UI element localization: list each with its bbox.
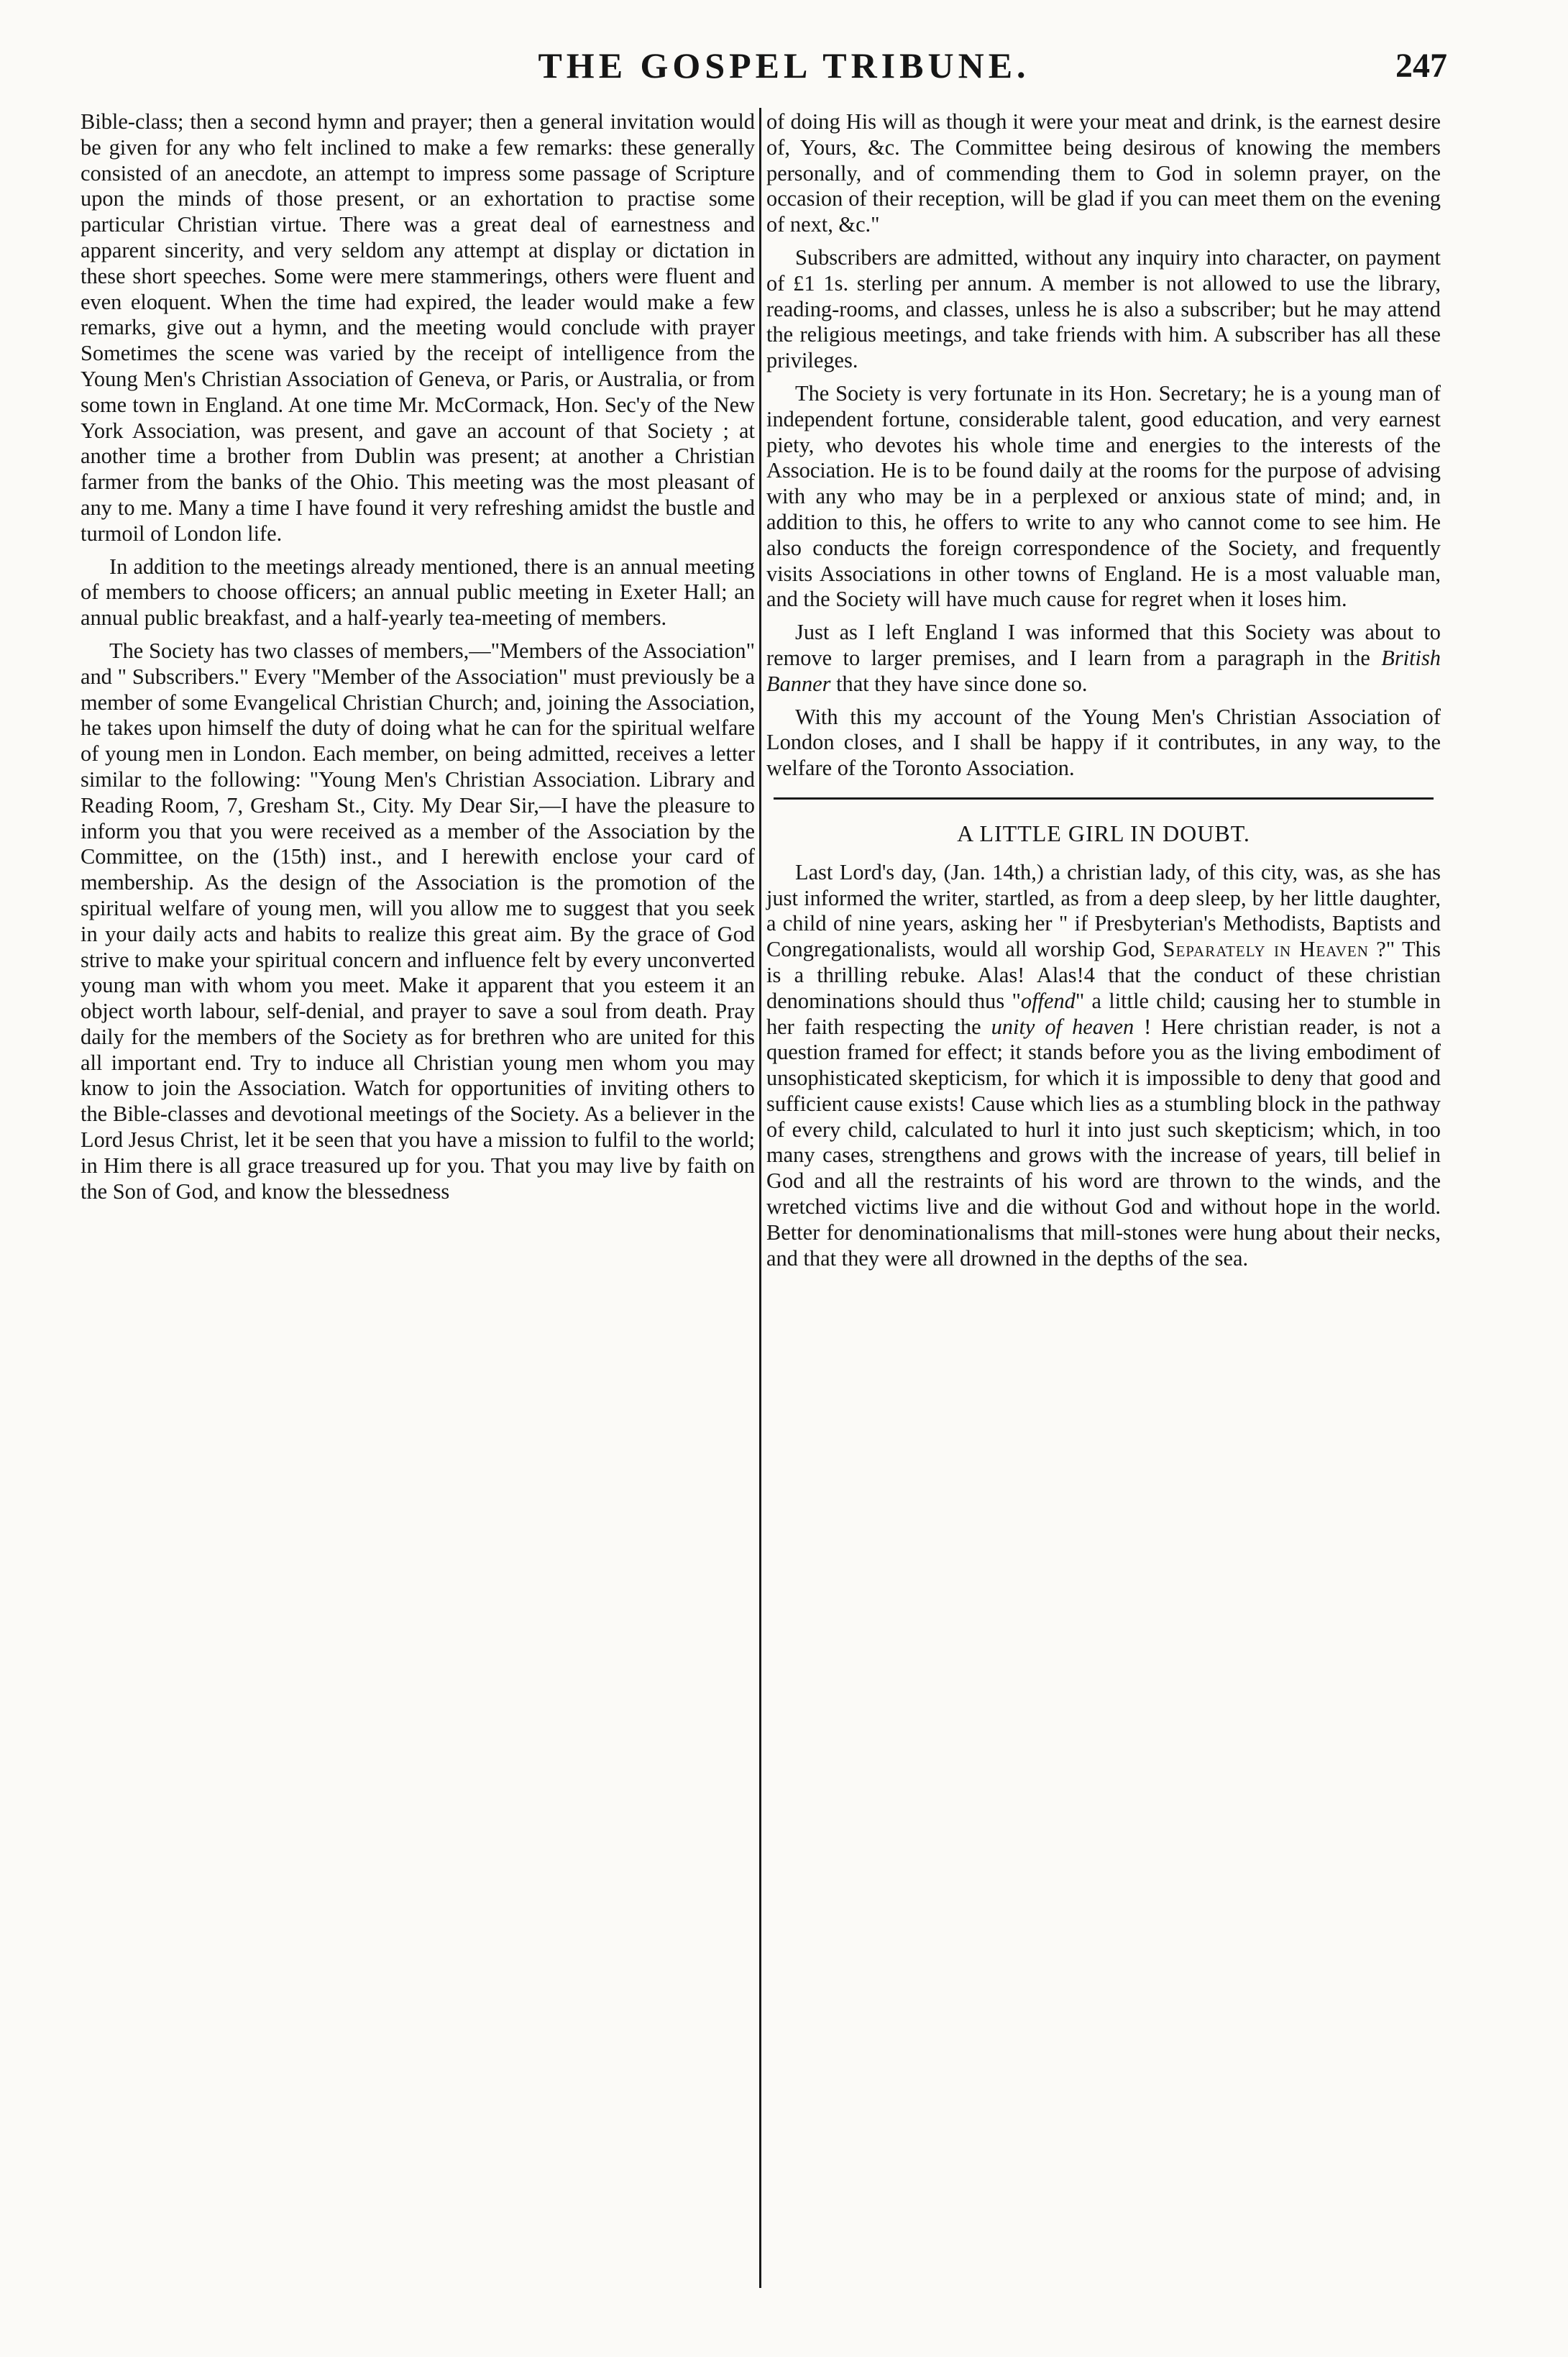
paragraph: Subscribers are admitted, without any inquiry into character, on payment of £1 1s. sterling per annum. A member is not allowed to use the library, reading-rooms, and classes, unless he is also a subscriber; but he may attend the religious meetings, and take friends with him. A subscriber has all these privileges. <box>766 244 1441 373</box>
text-run: ! Here christian reader, is not a question framed for effect; it stands before you as the living embodiment of unsophisticated skepticism, for which it is impossible to deny that good and sufficient cause exists! Cause which lies as a stumbling block in the pathway of every child, calculated to hurl it into just such skepticism; which, in too many cases, strengthens and grows with the increase of years, till belief in God and all the restraints of his word are thrown to the winds, and the wretched victims live and die without God and without hope in the world. Better for denominationalisms that mill-stones were hung about their necks, and that they were all drowned in the depths of the sea. <box>766 1014 1441 1271</box>
text-run: " a little child; causing her to stumble in her faith respecting the <box>766 988 1441 1039</box>
paragraph: In addition to the meetings already mentioned, there is an annual meeting of members to choose officers; an annual public meeting in Exeter Hall; an annual public breakfast, and a half-yearly tea-meeting of members. <box>81 554 755 631</box>
paragraph: The Society has two classes of members,—"Members of the Association" and " Subscribers." Every "Member of the Association" must previously be a member of some Evangelical Christian Church; and, joining the Association, he takes upon himself the duty of doing what he can for the spiritual welfare of young men in London. Each member, on being admitted, receives a letter similar to the following: "Young Men's Christian Association. Library and Reading Room, 7, Gresham St., City. My Dear Sir,—I have the pleasure to inform you that you were received as a member of the Association by the Committee, on the (15th) inst., and I herewith enclose your card of membership. As the design of the Association is the promotion of the spiritual welfare of young men, will you allow me to suggest that you seek in your daily acts and habits to realize this great aim. By the grace of God strive to make your spiritual concern and influence felt by every unconverted young man with whom you meet. Make it apparent that you esteem it an object worth labour, self-denial, and prayer to save a soul from death. Pray daily for the members of the Society as for brethren who are united for this all important end. Try to induce all Christian young men whom you may know to join the Association. Watch for opportunities of inviting others to the Bible-classes and devotional meetings of the Society. As a believer in the Lord Jesus Christ, let it be seen that you have a mission to fulfil to the world; in Him there is all grace treasured up for you. That you may live by faith on the Son of God, and know the blessedness <box>81 638 755 1204</box>
text-run: Just as I left England I was informed that this Society was about to remove to larger premises, and I learn from a paragraph in the <box>766 620 1441 670</box>
paragraph: The Society is very fortunate in its Hon. Secretary; he is a young man of independent fortune, considerable talent, good education, and very earnest piety, who devotes his whole time and energies to the interests of the Association. He is to be found daily at the rooms for the purpose of advising with any who may be in a perplexed or anxious state of mind; and, in addition to this, he offers to write to any who cannot come to see him. He also conducts the foreign correspondence of the Society, and frequently visits Associations in other towns of England. He is a most valuable man, and the Society will have much cause for regret when it loses him. <box>766 380 1441 612</box>
paragraph: With this my account of the Young Men's Christian Association of London closes, and I shall be happy if it contributes, in any way, to the welfare of the Toronto Association. <box>766 704 1441 781</box>
text-run: that they have since done so. <box>830 671 1088 696</box>
right-column <box>766 109 1441 1278</box>
paragraph <box>766 620 1441 697</box>
column-divider <box>759 108 761 2288</box>
italic-title: British Banner <box>766 645 1441 696</box>
article-title: A LITTLE GIRL IN DOUBT. <box>957 820 1250 846</box>
page-header <box>0 45 1568 91</box>
running-title: THE GOSPEL TRIBUNE. <box>538 45 1030 86</box>
paragraph <box>766 860 1441 1272</box>
text-run: ?" This is a thrilling rebuke. Alas! Alas!4 that the conduct of these christian denominations should thus " <box>766 937 1441 1013</box>
italic-phrase: unity of heaven <box>991 1014 1134 1039</box>
section-rule <box>774 797 1434 800</box>
left-column <box>81 109 755 1212</box>
page-number: 247 <box>1395 47 1447 85</box>
text-run: Last Lord's day, (Jan. 14th,) a christian lady, of this city, was, as she has just informed the writer, startled, as from a deep sleep, by her little daughter, a child of nine years, asking her " if Presbyterian's Methodists, Baptists and Congregationalists, would all worship God, <box>766 859 1441 962</box>
small-caps-text: Separately in Heaven <box>1163 937 1369 962</box>
paragraph: Bible-class; then a second hymn and prayer; then a general invitation would be given for any who felt inclined to make a few remarks: these generally consisted of an anecdote, an attempt to impress some passage of Scripture upon the minds of those present, or an exhortation to practise some particular Christian virtue. There was a great deal of earnestness and apparent sincerity, and very seldom any attempt at display or dictation in these short speeches. Some were mere stammerings, others were fluent and even eloquent. When the time had expired, the leader would make a few remarks, give out a hymn, and the meeting would conclude with prayer Sometimes the scene was varied by the receipt of intelligence from the Young Men's Christian Association of Geneva, or Paris, or Australia, or from some town in England. At one time Mr. McCormack, Hon. Sec'y of the New York Association, was present, and gave an account of that Society ; at another time a brother from Dublin was present; at another a Christian farmer from the banks of the Ohio. This meeting was the most pleasant of any to me. Many a time I have found it very refreshing amidst the bustle and turmoil of London life. <box>81 109 755 546</box>
italic-word: offend <box>1020 988 1076 1013</box>
paragraph: of doing His will as though it were your meat and drink, is the earnest desire of, Yours, &c. The Committee being desirous of knowing the members personally, and of commending them to God in solemn prayer, on the occasion of their reception, will be glad if you can meet them on the evening of next, &c." <box>766 109 1441 237</box>
